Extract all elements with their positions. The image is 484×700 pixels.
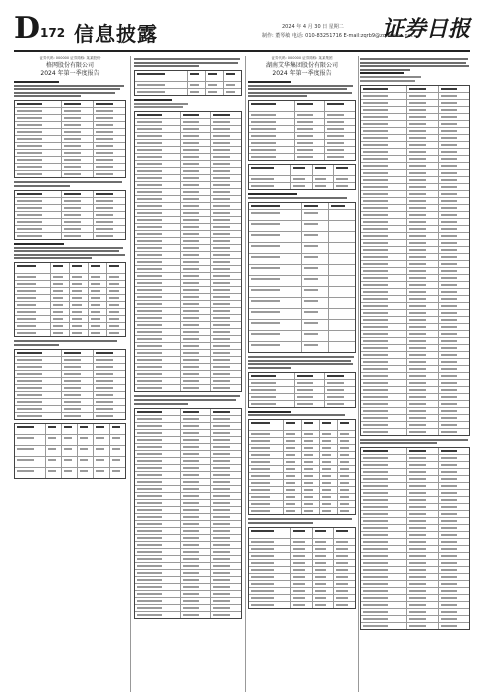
cash-flow-table: [360, 447, 470, 630]
text-block: [248, 411, 356, 417]
column-divider: [245, 56, 246, 692]
page-number: 172: [40, 26, 66, 40]
financial-table: [14, 190, 126, 240]
company-name: 湖南艾华集团股份有限公司: [265, 62, 338, 69]
report-title: 2024 年第一季度报告: [40, 70, 100, 77]
column-4: [360, 56, 470, 692]
income-statement-table: [134, 408, 242, 619]
financial-table: [248, 100, 356, 161]
text-block: [360, 58, 470, 82]
text-block: [14, 340, 126, 346]
column-2: [134, 56, 242, 692]
shareholder-table: [248, 527, 356, 609]
shareholder-table: [14, 262, 126, 337]
text-block: [14, 243, 126, 259]
financial-table: [134, 70, 242, 96]
stock-code-line: 证券代码: 000000 证券简称: 某某集团: [271, 56, 333, 60]
balance-sheet-table: [360, 85, 470, 436]
shareholder-table: [248, 419, 356, 515]
newspaper-logo: 证券日报: [381, 16, 470, 42]
column-1: [14, 56, 126, 692]
financial-table: [14, 349, 126, 420]
non-recurring-items-table: [248, 202, 356, 353]
text-block: [134, 99, 242, 108]
text-block: [248, 81, 356, 97]
page-letter: D: [14, 11, 41, 46]
report-header: [248, 56, 356, 78]
financial-table: [248, 164, 356, 190]
text-block: [14, 81, 126, 97]
report-title: 2024 年第一季度报告: [272, 70, 332, 77]
masthead: [14, 10, 470, 52]
balance-sheet-table: [134, 111, 242, 392]
text-block: [248, 518, 356, 524]
contact-line: 制作: 董琴敏 电话: 010-83251716 E-mail:zqrb9@zqrb.sina.net: [262, 33, 413, 39]
text-block: [134, 58, 242, 67]
dateline: 2024 年 4 月 30 日 星期二: [282, 24, 344, 30]
column-divider: [130, 56, 131, 692]
section-title: 信息披露: [74, 22, 158, 46]
stock-code-line: 证券代码: 000000 证券简称: 某某股份: [39, 56, 101, 60]
text-block: [248, 356, 356, 369]
report-header: [14, 56, 126, 78]
shareholder-table: [14, 423, 126, 479]
text-block: [248, 193, 356, 199]
text-block: [14, 181, 126, 187]
financial-table: [248, 372, 356, 408]
text-block: [360, 439, 470, 445]
text-block: [134, 395, 242, 404]
company-name: 格网股份有限公司: [45, 62, 94, 69]
financial-table: [14, 100, 126, 178]
column-3: [248, 56, 356, 692]
column-divider: [358, 56, 359, 692]
